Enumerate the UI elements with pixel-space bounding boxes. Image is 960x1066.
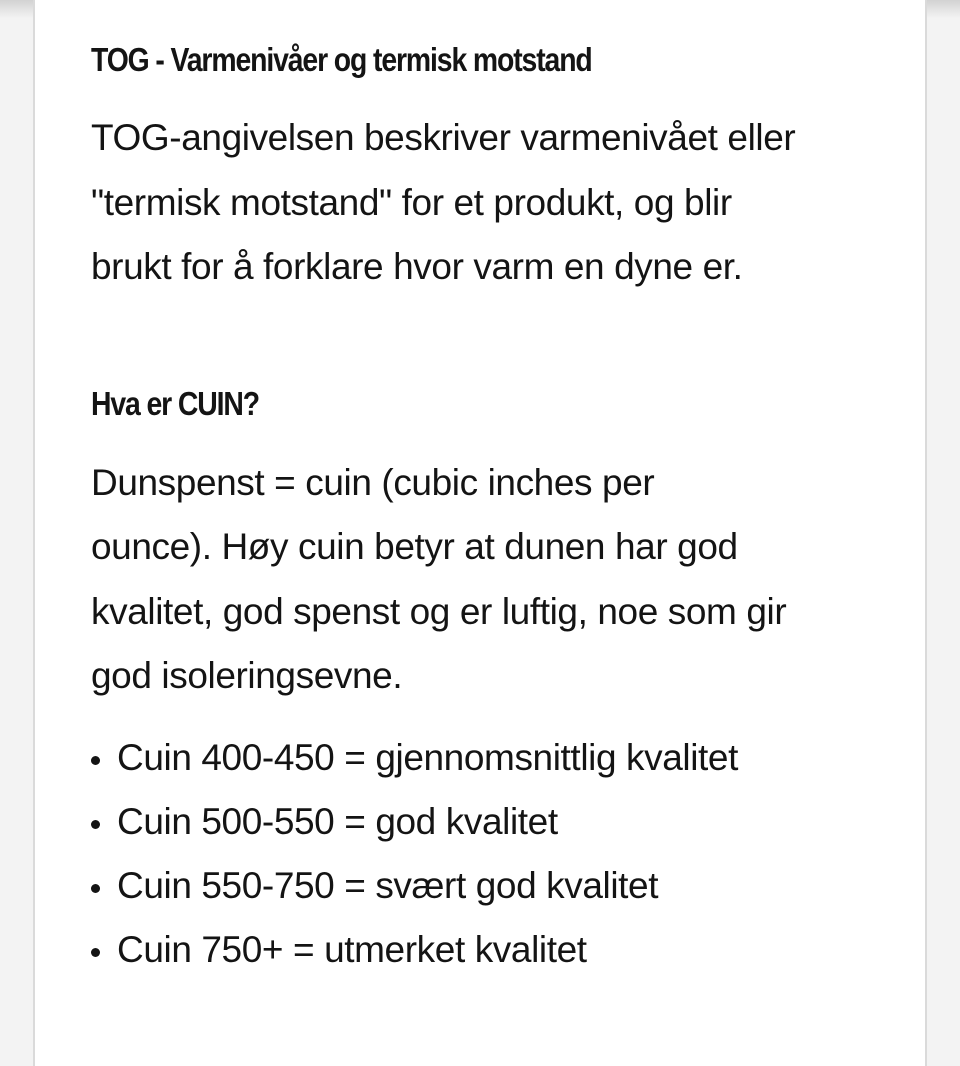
paragraph-line: god isoleringsevne. xyxy=(91,655,403,696)
bullet-icon xyxy=(91,820,100,829)
tog-paragraph xyxy=(91,106,911,300)
list-item xyxy=(91,854,911,918)
paragraph-line: "termisk motstand" for et produkt, og blir xyxy=(91,181,732,223)
list-item xyxy=(91,918,911,982)
list-item-text: Cuin 550-750 = svært god kvalitet xyxy=(117,864,659,906)
bullet-icon xyxy=(91,948,100,957)
bullet-icon xyxy=(91,756,100,765)
cuin-quality-list xyxy=(91,726,911,982)
list-item xyxy=(91,726,911,790)
tog-heading: TOG - Varmenivåer og termisk motstand xyxy=(91,41,592,78)
list-item xyxy=(91,790,911,854)
paragraph-line: brukt for å forklare hvor varm en dyne er. xyxy=(91,246,743,287)
paragraph-line: ounce). Høy cuin betyr at dunen har god xyxy=(91,526,738,567)
list-item-text: Cuin 750+ = utmerket kvalitet xyxy=(117,928,587,970)
paragraph-line: TOG-angivelsen beskriver varmenivået eller xyxy=(91,117,796,158)
paragraph-line: kvalitet, god spenst og er luftig, noe som gir xyxy=(91,590,787,632)
bullet-icon xyxy=(91,884,100,893)
paragraph-line: Dunspenst = cuin (cubic inches per xyxy=(91,461,655,503)
article-content xyxy=(91,40,911,982)
list-item-text: Cuin 500-550 = god kvalitet xyxy=(117,800,558,842)
cuin-paragraph xyxy=(91,451,911,709)
cuin-heading: Hva er CUIN? xyxy=(91,384,259,422)
article-card xyxy=(33,0,927,1066)
list-item-text: Cuin 400-450 = gjennomsnittlig kvalitet xyxy=(117,736,738,778)
